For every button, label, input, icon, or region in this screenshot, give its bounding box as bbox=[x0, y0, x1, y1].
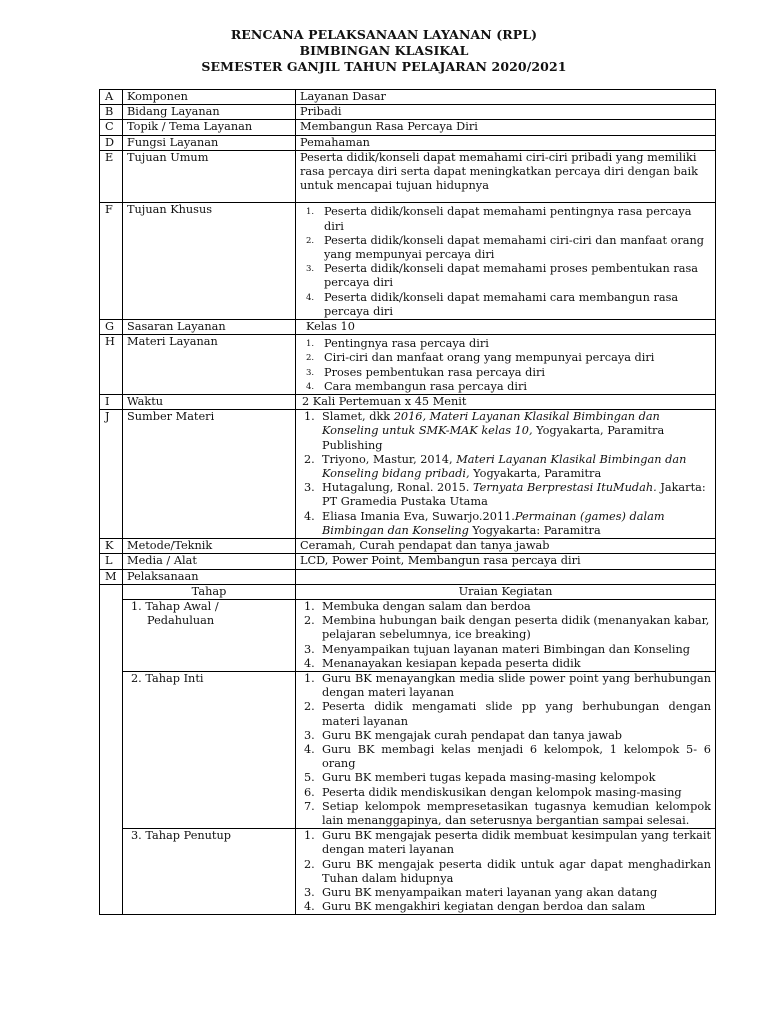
sumber-list bbox=[300, 410, 711, 538]
row-code: K bbox=[100, 539, 123, 554]
row-topik bbox=[100, 120, 716, 135]
row-tujuan-umum bbox=[100, 150, 716, 203]
blank-cell bbox=[100, 671, 123, 828]
row-label: Topik / Tema Layanan bbox=[123, 120, 296, 135]
list-item: 4. Guru BK membagi kelas menjadi 6 kelompok, 1 kelompok 5- 6 orang bbox=[304, 742, 711, 771]
row-code: J bbox=[100, 410, 123, 539]
row-media bbox=[100, 554, 716, 569]
list-item: 1. Peserta didik/konseli dapat memahami pentingnya rasa percaya diri bbox=[306, 205, 692, 233]
list-item: 3. Peserta didik/konseli dapat memahami proses pembentukan rasa percaya diri bbox=[306, 262, 698, 290]
row-label: Materi Layanan bbox=[123, 335, 296, 395]
row-value: Peserta didik/konseli dapat memahami ciri-ciri pribadi yang memiliki rasa percaya diri serta dapat meningkatkan percaya diri dengan baik untuk mencapai tujuan hidupnya bbox=[296, 150, 716, 203]
list-item: 4. Peserta didik/konseli dapat memahami cara membangun rasa percaya diri bbox=[306, 290, 679, 318]
row-sasaran bbox=[100, 320, 716, 335]
stage-name: 3. Tahap Penutup bbox=[123, 829, 296, 915]
row-pelaksanaan bbox=[100, 569, 716, 584]
row-value: Membangun Rasa Percaya Diri bbox=[296, 120, 716, 135]
row-label: Metode/Teknik bbox=[123, 539, 296, 554]
row-label: Pelaksanaan bbox=[123, 569, 296, 584]
row-label: Tujuan Umum bbox=[123, 150, 296, 203]
stage-name: 2. Tahap Inti bbox=[123, 671, 296, 828]
row-value bbox=[296, 335, 716, 395]
list-item: 3. Guru BK menyampaikan materi layanan yang akan datang bbox=[304, 885, 658, 899]
list-item: 3. Proses pembentukan rasa percaya diri bbox=[306, 365, 545, 379]
row-value: LCD, Power Point, Membangun rasa percaya diri bbox=[296, 554, 716, 569]
list-item: 3. Hutagalung, Ronal. 2015. Ternyata Berprestasi ItuMudah. Jakarta: PT Gramedia Pustaka Utama bbox=[304, 481, 706, 509]
row-komponen bbox=[100, 90, 716, 105]
list-item: 4. Guru BK mengakhiri kegiatan dengan berdoa dan salam bbox=[304, 900, 646, 914]
stage-activities bbox=[296, 829, 716, 915]
list-item: 1. Guru BK menayangkan media slide power point yang berhubungan dengan materi layanan bbox=[304, 671, 711, 700]
list-item: 2. Triyono, Mastur, 2014, Materi Layanan Klasikal Bimbingan dan Konseling bidang pribadi, Yogyakarta, Paramitra bbox=[304, 452, 687, 481]
col-tahap-header: Tahap bbox=[123, 584, 296, 599]
list-item: 3. Guru BK mengajak curah pendapat dan tanya jawab bbox=[304, 728, 623, 742]
stage-activities bbox=[296, 671, 716, 828]
row-code: A bbox=[100, 90, 123, 105]
row-value bbox=[296, 410, 716, 539]
row-value: Ceramah, Curah pendapat dan tanya jawab bbox=[296, 539, 716, 554]
row-materi bbox=[100, 335, 716, 395]
row-value: 2 Kali Pertemuan x 45 Menit bbox=[296, 395, 716, 410]
row-value bbox=[296, 203, 716, 320]
stage-activities bbox=[296, 599, 716, 671]
pelaksanaan-header-row bbox=[100, 584, 716, 599]
row-fungsi bbox=[100, 135, 716, 150]
row-label: Komponen bbox=[123, 90, 296, 105]
list-item: 2. Peserta didik mengamati slide pp yang berhubungan dengan materi layanan bbox=[304, 700, 711, 728]
row-value: Layanan Dasar bbox=[296, 90, 716, 105]
doc-title-line1: RENCANA PELAKSANAAN LAYANAN (RPL) bbox=[230, 27, 538, 42]
row-label: Sasaran Layanan bbox=[123, 320, 296, 335]
list-item: 1. Pentingnya rasa percaya diri bbox=[306, 337, 489, 351]
row-waktu bbox=[100, 395, 716, 410]
list-item: 4. Eliasa Imania Eva, Suwarjo.2011.Permainan (games) dalam Bimbingan dan Konseling Yogyakarta: Paramitra bbox=[304, 509, 665, 537]
tujuan-khusus-list bbox=[300, 205, 711, 319]
row-label: Sumber Materi bbox=[123, 410, 296, 539]
row-code: E bbox=[100, 150, 123, 203]
row-label: Media / Alat bbox=[123, 554, 296, 569]
row-code: B bbox=[100, 105, 123, 120]
materi-list bbox=[300, 337, 711, 394]
stage-row-penutup bbox=[100, 829, 716, 915]
row-tujuan-khusus bbox=[100, 203, 716, 320]
list-item: 5. Guru BK memberi tugas kepada masing-masing kelompok bbox=[304, 771, 656, 785]
row-value: Pemahaman bbox=[296, 135, 716, 150]
col-uraian-header: Uraian Kegiatan bbox=[296, 584, 716, 599]
row-code: I bbox=[100, 395, 123, 410]
list-item: 1. Slamet, dkk 2016, Materi Layanan Klasikal Bimbingan dan Konseling untuk SMK-MAK kelas 10, Yogyakarta, Paramitra Publishing bbox=[304, 410, 665, 452]
doc-title-line2: BIMBINGAN KLASIKAL bbox=[299, 43, 469, 58]
row-code: G bbox=[100, 320, 123, 335]
row-value: Kelas 10 bbox=[296, 320, 716, 335]
row-label: Bidang Layanan bbox=[123, 105, 296, 120]
list-item: 2. Membina hubungan baik dengan peserta didik (menanyakan kabar, pelajaran sebelumnya, ice breaking) bbox=[304, 614, 710, 642]
row-label: Waktu bbox=[123, 395, 296, 410]
row-bidang bbox=[100, 105, 716, 120]
list-item: 2. Peserta didik/konseli dapat memahami ciri-ciri dan manfaat orang yang mempunyai percaya diri bbox=[306, 233, 705, 262]
stage-name: 1. Tahap Awal / Pedahuluan bbox=[123, 599, 296, 671]
doc-title-line3: SEMESTER GANJIL TAHUN PELAJARAN 2020/2021 bbox=[201, 59, 567, 74]
row-label: Tujuan Khusus bbox=[123, 203, 296, 320]
stage-row-inti bbox=[100, 671, 716, 828]
stage-row-awal bbox=[100, 599, 716, 671]
blank-cell bbox=[100, 584, 123, 599]
list-item: 2. Guru BK mengajak peserta didik untuk agar dapat menghadirkan Tuhan dalam hidupnya bbox=[304, 857, 711, 885]
list-item: 7. Setiap kelompok mempresetasikan tugasnya kemudian kelompok lain menanggapinya, dan seterusnya bergantian sampai selesai. bbox=[304, 799, 711, 827]
row-metode bbox=[100, 539, 716, 554]
row-code: H bbox=[100, 335, 123, 395]
list-item: 6. Peserta didik mendiskusikan dengan kelompok masing-masing bbox=[304, 785, 682, 799]
row-code: D bbox=[100, 135, 123, 150]
row-code: C bbox=[100, 120, 123, 135]
rpl-table bbox=[99, 89, 716, 915]
row-label: Fungsi Layanan bbox=[123, 135, 296, 150]
blank-cell bbox=[100, 829, 123, 915]
row-code: M bbox=[100, 569, 123, 584]
row-code: L bbox=[100, 554, 123, 569]
row-code: F bbox=[100, 203, 123, 320]
list-item: 4. Cara membangun rasa percaya diri bbox=[306, 379, 528, 393]
row-value: Pribadi bbox=[296, 105, 716, 120]
list-item: 1. Guru BK mengajak peserta didik membuat kesimpulan yang terkait dengan materi layanan bbox=[304, 829, 711, 857]
blank-cell bbox=[100, 599, 123, 671]
row-sumber bbox=[100, 410, 716, 539]
list-item: 3. Menyampaikan tujuan layanan materi Bimbingan dan Konseling bbox=[304, 642, 691, 656]
list-item: 2. Ciri-ciri dan manfaat orang yang mempunyai percaya diri bbox=[306, 351, 655, 365]
list-item: 4. Menanayakan kesiapan kepada peserta didik bbox=[304, 656, 581, 670]
list-item: 1. Membuka dengan salam dan berdoa bbox=[304, 599, 531, 613]
row-value bbox=[296, 569, 716, 584]
